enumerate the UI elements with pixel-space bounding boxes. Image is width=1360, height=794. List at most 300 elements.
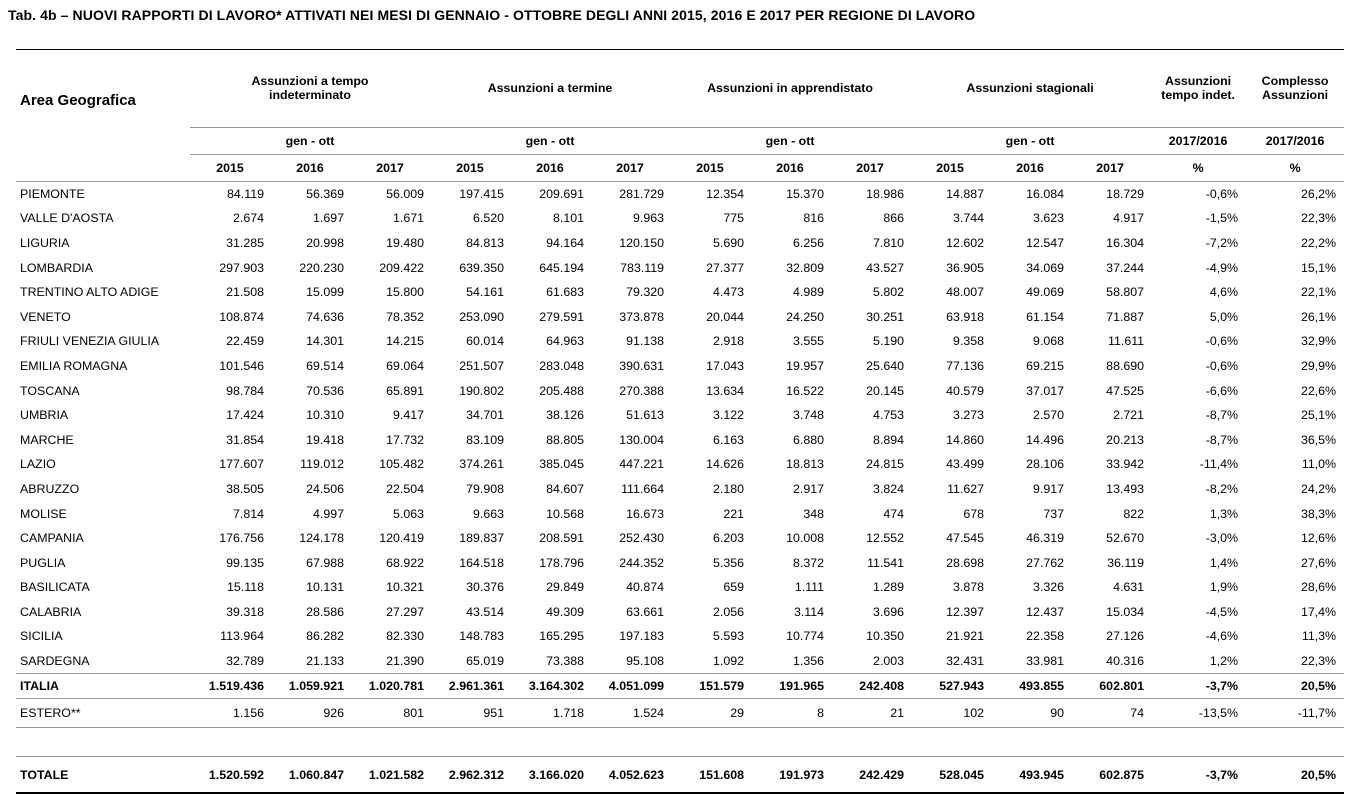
pct-cell: -13,5% — [1150, 699, 1246, 728]
value-cell: 29.849 — [546, 580, 584, 595]
value-cell: 11.611 — [1108, 334, 1145, 349]
table-row — [16, 181, 1344, 206]
value-cell: 34.701 — [466, 408, 504, 423]
value-cell: 39.318 — [226, 604, 264, 619]
value-cell: 9.068 — [1033, 334, 1065, 349]
region-name: VENETO — [20, 309, 71, 324]
pct-cell: 1,4% — [1209, 555, 1239, 570]
value-cell: 13.634 — [706, 383, 745, 398]
value-cell: 3.326 — [1033, 580, 1065, 595]
value-cell: 14.626 — [706, 457, 745, 472]
pct-cell: 26,1% — [1300, 309, 1337, 324]
value-cell: 46.319 — [1026, 531, 1065, 546]
value-cell: 1.060.847 — [270, 757, 350, 794]
value-cell: 951 — [430, 699, 510, 728]
value-cell: 11.627 — [947, 481, 985, 496]
table-row — [16, 280, 1344, 305]
value-cell: 12.552 — [866, 531, 905, 546]
value-cell: 40.579 — [946, 383, 985, 398]
value-cell: 645.194 — [539, 260, 584, 275]
pct-cell: -8,2% — [1205, 481, 1239, 496]
value-cell: 14.496 — [1026, 432, 1065, 447]
value-cell: 65.019 — [466, 654, 504, 669]
value-cell: 61.154 — [1026, 309, 1065, 324]
year-header: 2016 — [990, 154, 1070, 181]
value-cell: 1.356 — [793, 654, 825, 669]
value-cell: 27.297 — [386, 604, 424, 619]
value-cell: 5.593 — [713, 629, 745, 644]
header-row-years — [16, 154, 1344, 181]
value-cell: 9.917 — [1033, 481, 1065, 496]
pct-cell: 22,6% — [1300, 383, 1337, 398]
year-header: 2017 — [830, 154, 910, 181]
group-header-stagionali: Assunzioni stagionali — [966, 81, 1094, 96]
value-cell: 242.408 — [830, 674, 910, 699]
value-cell: 94.164 — [546, 235, 584, 250]
value-cell: 84.813 — [466, 235, 504, 250]
period-label: gen - ott — [910, 127, 1150, 154]
value-cell: 34.069 — [1026, 260, 1065, 275]
value-cell: 385.045 — [539, 457, 584, 472]
value-cell: 10.008 — [786, 531, 825, 546]
value-cell: 14.860 — [946, 432, 985, 447]
value-cell: 88.805 — [546, 432, 584, 447]
value-cell: 20.044 — [706, 309, 745, 324]
pct-cell: 32,9% — [1300, 334, 1337, 349]
value-cell: 36.905 — [946, 260, 985, 275]
value-cell: 24.506 — [306, 481, 344, 496]
table-row — [16, 477, 1344, 502]
value-cell: 4.753 — [873, 408, 905, 423]
value-cell: 4.052.623 — [590, 757, 670, 794]
value-cell: 28.106 — [1026, 457, 1065, 472]
value-cell: 130.004 — [619, 432, 665, 447]
region-name: PIEMONTE — [20, 186, 85, 201]
value-cell: 48.007 — [946, 285, 985, 300]
value-cell: 1.092 — [713, 654, 745, 669]
value-cell: 28.586 — [306, 604, 344, 619]
value-cell: 88.690 — [1106, 358, 1145, 373]
value-cell: 2.962.312 — [430, 757, 510, 794]
value-cell: 24.250 — [786, 309, 825, 324]
value-cell: 49.309 — [546, 604, 584, 619]
value-cell: 493.945 — [990, 757, 1070, 794]
value-cell: 14.215 — [386, 334, 424, 349]
value-cell: 14.301 — [306, 334, 344, 349]
value-cell: 52.670 — [1106, 531, 1145, 546]
value-cell: 17.424 — [226, 408, 264, 423]
value-cell: 56.009 — [386, 186, 424, 201]
region-name: FRIULI VENEZIA GIULIA — [20, 334, 160, 349]
value-cell: 2.961.361 — [430, 674, 510, 699]
value-cell: 191.965 — [750, 674, 830, 699]
value-cell: 528.045 — [910, 757, 990, 794]
value-cell: 374.261 — [459, 457, 504, 472]
value-cell: 37.244 — [1106, 260, 1145, 275]
pct-cell: 1,2% — [1209, 654, 1239, 669]
region-name: MOLISE — [20, 506, 67, 521]
value-cell: 27.762 — [1026, 555, 1065, 570]
region-name: BASILICATA — [20, 580, 90, 595]
value-cell: 18.729 — [1106, 186, 1145, 201]
period-label: gen - ott — [190, 127, 430, 154]
value-cell: 678 — [963, 506, 985, 521]
value-cell: 252.430 — [619, 531, 665, 546]
value-cell: 737 — [1043, 506, 1065, 521]
value-cell: 1.111 — [794, 580, 825, 595]
value-cell: 32.789 — [226, 654, 264, 669]
value-cell: 56.369 — [306, 186, 344, 201]
header-row-groups — [16, 50, 1344, 128]
value-cell: 30.251 — [866, 309, 905, 324]
value-cell: 602.875 — [1070, 757, 1150, 794]
value-cell: 4.051.099 — [590, 674, 670, 699]
value-cell: 22.358 — [1026, 629, 1065, 644]
pct-unit-header: % — [1246, 154, 1344, 181]
value-cell: 63.661 — [626, 604, 665, 619]
value-cell: 99.135 — [226, 555, 264, 570]
value-cell: 19.480 — [386, 235, 424, 250]
value-cell: 22.459 — [226, 334, 264, 349]
value-cell: 15.370 — [786, 186, 825, 201]
value-cell: 1.156 — [190, 699, 270, 728]
pct-header-complesso: Complesso Assunzioni — [1261, 74, 1329, 103]
table-row — [16, 624, 1344, 649]
value-cell: 71.887 — [1106, 309, 1145, 324]
year-header: 2015 — [430, 154, 510, 181]
pct-period-label: 2017/2016 — [1150, 127, 1246, 154]
value-cell: 3.748 — [793, 408, 825, 423]
value-cell: 68.922 — [386, 555, 424, 570]
value-cell: 1.524 — [590, 699, 670, 728]
value-cell: 1.697 — [312, 211, 344, 226]
pct-cell: -8,7% — [1205, 432, 1239, 447]
value-cell: 91.138 — [626, 334, 665, 349]
region-name: ABRUZZO — [20, 481, 80, 496]
value-cell: 10.131 — [306, 580, 344, 595]
value-cell: 43.499 — [946, 457, 985, 472]
pct-cell: -3,7% — [1150, 674, 1246, 699]
value-cell: 12.602 — [946, 235, 985, 250]
value-cell: 19.957 — [786, 358, 825, 373]
italia-total-row — [16, 674, 1344, 699]
value-cell: 9.663 — [472, 506, 504, 521]
value-cell: 74 — [1070, 699, 1150, 728]
value-cell: 61.683 — [546, 285, 584, 300]
value-cell: 12.354 — [706, 186, 745, 201]
value-cell: 2.918 — [713, 334, 745, 349]
region-name: CAMPANIA — [20, 531, 84, 546]
pct-unit-header: % — [1150, 154, 1246, 181]
value-cell: 9.358 — [953, 334, 985, 349]
value-cell: 111.664 — [621, 481, 665, 496]
region-name: LAZIO — [20, 457, 56, 472]
value-cell: 527.943 — [910, 674, 990, 699]
value-cell: 3.878 — [953, 580, 985, 595]
table-row — [16, 550, 1344, 575]
region-name: TOTALE — [16, 757, 190, 794]
value-cell: 209.422 — [379, 260, 424, 275]
value-cell: 209.691 — [539, 186, 584, 201]
value-cell: 21 — [830, 699, 910, 728]
value-cell: 21.921 — [946, 629, 985, 644]
value-cell: 283.048 — [539, 358, 584, 373]
pct-cell: -0,6% — [1205, 358, 1239, 373]
table-row — [16, 403, 1344, 428]
value-cell: 6.203 — [713, 531, 745, 546]
pct-cell: 5,0% — [1209, 309, 1239, 324]
group-header-apprendistato: Assunzioni in apprendistato — [707, 81, 873, 96]
table-row — [16, 452, 1344, 477]
value-cell: 10.350 — [866, 629, 905, 644]
value-cell: 12.547 — [1026, 235, 1065, 250]
pct-cell: -6,6% — [1205, 383, 1239, 398]
value-cell: 30.376 — [466, 580, 504, 595]
value-cell: 8.894 — [873, 432, 905, 447]
value-cell: 2.056 — [713, 604, 745, 619]
area-header: Area Geografica — [20, 91, 136, 109]
year-header: 2015 — [190, 154, 270, 181]
group-header-indeterminato: Assunzioni a tempo indeterminato — [251, 74, 369, 103]
value-cell: 29 — [670, 699, 750, 728]
value-cell: 1.021.582 — [350, 757, 430, 794]
value-cell: 18.986 — [866, 186, 905, 201]
value-cell: 2.180 — [713, 481, 745, 496]
value-cell: 3.623 — [1033, 211, 1065, 226]
pct-cell: 22,2% — [1300, 235, 1337, 250]
pct-cell: 11,3% — [1301, 629, 1337, 644]
table-row — [16, 231, 1344, 256]
value-cell: 10.310 — [306, 408, 344, 423]
value-cell: 279.591 — [539, 309, 584, 324]
value-cell: 47.525 — [1106, 383, 1145, 398]
value-cell: 73.388 — [546, 654, 584, 669]
value-cell: 69.215 — [1026, 358, 1065, 373]
pct-cell: 27,6% — [1300, 555, 1337, 570]
value-cell: 1.020.781 — [350, 674, 430, 699]
value-cell: 31.854 — [226, 432, 264, 447]
value-cell: 390.631 — [619, 358, 665, 373]
year-header: 2015 — [910, 154, 990, 181]
value-cell: 2.917 — [793, 481, 825, 496]
region-name: ITALIA — [16, 674, 190, 699]
pct-cell: 1,9% — [1209, 580, 1239, 595]
value-cell: 205.488 — [539, 383, 584, 398]
value-cell: 4.989 — [793, 285, 825, 300]
value-cell: 21.508 — [226, 285, 264, 300]
value-cell: 77.136 — [946, 358, 985, 373]
value-cell: 348 — [803, 506, 825, 521]
value-cell: 2.570 — [1033, 408, 1065, 423]
value-cell: 4.631 — [1113, 580, 1145, 595]
value-cell: 54.161 — [466, 285, 504, 300]
value-cell: 70.536 — [306, 383, 344, 398]
value-cell: 816 — [803, 211, 825, 226]
value-cell: 20.213 — [1106, 432, 1145, 447]
table-row — [16, 255, 1344, 280]
value-cell: 43.527 — [866, 260, 905, 275]
value-cell: 3.164.302 — [510, 674, 590, 699]
value-cell: 176.756 — [219, 531, 264, 546]
value-cell: 78.352 — [386, 309, 424, 324]
value-cell: 2.674 — [232, 211, 264, 226]
estero-row — [16, 699, 1344, 728]
value-cell: 15.118 — [227, 580, 264, 595]
value-cell: 208.591 — [539, 531, 584, 546]
pct-cell: 28,6% — [1300, 580, 1337, 595]
value-cell: 95.108 — [626, 654, 665, 669]
value-cell: 5.190 — [873, 334, 905, 349]
value-cell: 102 — [910, 699, 990, 728]
value-cell: 74.636 — [306, 309, 344, 324]
value-cell: 3.744 — [953, 211, 985, 226]
value-cell: 474 — [883, 506, 905, 521]
value-cell: 5.690 — [713, 235, 745, 250]
value-cell: 659 — [723, 580, 745, 595]
pct-cell: -4,9% — [1205, 260, 1239, 275]
table-row — [16, 354, 1344, 379]
pct-cell: 22,3% — [1300, 654, 1337, 669]
value-cell: 15.034 — [1106, 604, 1145, 619]
spacer-row — [16, 728, 1344, 757]
pct-cell: 29,9% — [1300, 358, 1337, 373]
value-cell: 1.289 — [873, 580, 905, 595]
value-cell: 28.698 — [946, 555, 985, 570]
value-cell: 190.802 — [459, 383, 504, 398]
value-cell: 3.122 — [713, 408, 745, 423]
table-title: Tab. 4b – NUOVI RAPPORTI DI LAVORO* ATTIVATI NEI MESI DI GENNAIO - OTTOBRE DEGLI ANNI 2015, 2016 E 2017 PER REGIONE DI LAVORO — [8, 7, 976, 23]
value-cell: 19.418 — [306, 432, 344, 447]
value-cell: 51.613 — [626, 408, 665, 423]
value-cell: 775 — [723, 211, 745, 226]
value-cell: 926 — [270, 699, 350, 728]
value-cell: 67.988 — [306, 555, 344, 570]
value-cell: 164.518 — [459, 555, 504, 570]
value-cell: 6.256 — [793, 235, 825, 250]
pct-cell: -4,5% — [1205, 604, 1239, 619]
value-cell: 2.003 — [873, 654, 905, 669]
value-cell: 27.377 — [706, 260, 745, 275]
value-cell: 1.519.436 — [190, 674, 270, 699]
region-name: VALLE D'AOSTA — [20, 211, 114, 226]
value-cell: 9.417 — [392, 408, 424, 423]
value-cell: 297.903 — [219, 260, 264, 275]
pct-cell: 15,1% — [1300, 260, 1337, 275]
value-cell: 11.541 — [867, 555, 905, 570]
value-cell: 6.163 — [713, 432, 745, 447]
value-cell: 822 — [1123, 506, 1145, 521]
pct-cell: -3,0% — [1205, 531, 1239, 546]
region-name: SICILIA — [20, 629, 63, 644]
value-cell: 27.126 — [1106, 629, 1145, 644]
pct-cell: -11,7% — [1246, 699, 1344, 728]
pct-cell: -4,6% — [1205, 629, 1239, 644]
grand-total-row — [16, 757, 1344, 794]
year-header: 2017 — [590, 154, 670, 181]
value-cell: 1.671 — [392, 211, 424, 226]
value-cell: 17.732 — [386, 432, 424, 447]
value-cell: 86.282 — [306, 629, 344, 644]
value-cell: 120.419 — [379, 531, 424, 546]
pct-cell: -0,6% — [1205, 334, 1239, 349]
value-cell: 8.101 — [552, 211, 584, 226]
pct-cell: 25,1% — [1300, 408, 1337, 423]
value-cell: 165.295 — [539, 629, 584, 644]
value-cell: 49.069 — [1026, 285, 1065, 300]
value-cell: 18.813 — [786, 457, 825, 472]
value-cell: 221 — [723, 506, 745, 521]
value-cell: 79.320 — [626, 285, 665, 300]
value-cell: 32.431 — [946, 654, 985, 669]
value-cell: 20.145 — [866, 383, 905, 398]
year-header: 2016 — [510, 154, 590, 181]
pct-cell: -3,7% — [1150, 757, 1246, 794]
value-cell: 47.545 — [946, 531, 985, 546]
table-row — [16, 649, 1344, 674]
region-name: ESTERO** — [16, 699, 190, 728]
region-name: SARDEGNA — [20, 654, 90, 669]
year-header: 2017 — [350, 154, 430, 181]
value-cell: 105.482 — [379, 457, 424, 472]
table-row — [16, 501, 1344, 526]
value-cell: 866 — [883, 211, 905, 226]
value-cell: 1.059.921 — [270, 674, 350, 699]
value-cell: 5.356 — [713, 555, 745, 570]
value-cell: 5.063 — [392, 506, 424, 521]
value-cell: 281.729 — [619, 186, 665, 201]
pct-cell: 11,0% — [1301, 457, 1337, 472]
region-name: UMBRIA — [20, 408, 69, 423]
value-cell: 25.640 — [866, 358, 905, 373]
value-cell: 8.372 — [793, 555, 825, 570]
value-cell: 69.514 — [306, 358, 344, 373]
pct-cell: -7,2% — [1205, 235, 1239, 250]
pct-cell: -8,7% — [1205, 408, 1239, 423]
value-cell: 3.696 — [873, 604, 905, 619]
value-cell: 3.273 — [953, 408, 985, 423]
value-cell: 65.891 — [386, 383, 424, 398]
data-table — [16, 49, 1344, 794]
table-row — [16, 526, 1344, 551]
region-name: LIGURIA — [20, 235, 70, 250]
value-cell: 6.880 — [793, 432, 825, 447]
value-cell: 120.150 — [619, 235, 665, 250]
region-name: LOMBARDIA — [20, 260, 93, 275]
value-cell: 15.800 — [386, 285, 424, 300]
value-cell: 108.874 — [219, 309, 264, 324]
value-cell: 197.415 — [459, 186, 504, 201]
value-cell: 124.178 — [299, 531, 344, 546]
pct-cell: 22,1% — [1300, 285, 1337, 300]
value-cell: 251.507 — [459, 358, 504, 373]
value-cell: 639.350 — [459, 260, 504, 275]
value-cell: 783.119 — [620, 260, 665, 275]
value-cell: 60.014 — [466, 334, 504, 349]
pct-cell: 4,6% — [1209, 285, 1239, 300]
period-label: gen - ott — [430, 127, 670, 154]
value-cell: 3.555 — [793, 334, 825, 349]
value-cell: 1.520.592 — [190, 757, 270, 794]
value-cell: 3.824 — [873, 481, 905, 496]
value-cell: 177.607 — [219, 457, 264, 472]
value-cell: 9.963 — [633, 211, 665, 226]
value-cell: 69.064 — [386, 358, 424, 373]
value-cell: 3.114 — [793, 604, 825, 619]
value-cell: 83.109 — [466, 432, 504, 447]
value-cell: 90 — [990, 699, 1070, 728]
region-name: CALABRIA — [20, 604, 82, 619]
year-header: 2017 — [1070, 154, 1150, 181]
